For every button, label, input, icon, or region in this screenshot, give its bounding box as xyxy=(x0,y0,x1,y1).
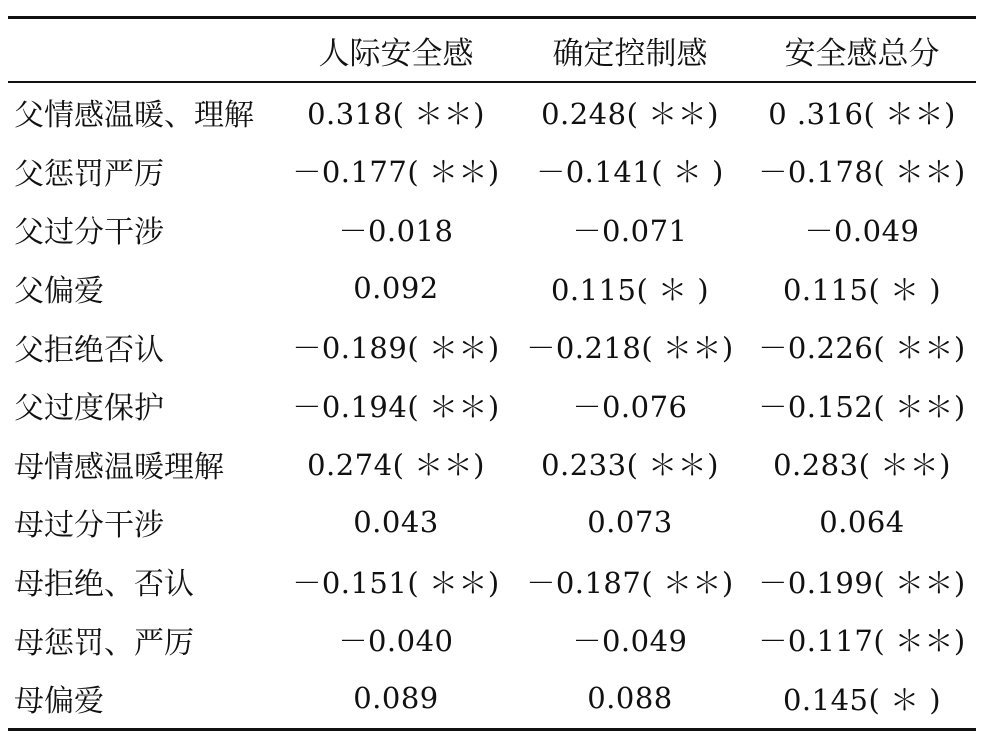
table-cell: －0.117( ＊＊) xyxy=(758,624,966,659)
table-cell: －0.177( ＊＊) xyxy=(292,155,500,190)
row-label: 父过分干涉 xyxy=(14,215,164,251)
table-cell: 0 .316( ＊＊) xyxy=(768,96,956,131)
table-cell: －0.076 xyxy=(572,389,688,424)
table-cell: 0.089 xyxy=(353,681,439,716)
table-cell: 0.043 xyxy=(353,505,439,540)
table-cell: 0.145( ＊ ) xyxy=(782,682,942,717)
row-label: 母情感温暖理解 xyxy=(14,449,224,485)
row-label: 父过度保护 xyxy=(14,391,164,427)
table-cell: －0.226( ＊＊) xyxy=(758,331,966,366)
header-interpersonal-security: 人际安全感 xyxy=(318,35,474,72)
table-cell: －0.040 xyxy=(338,624,454,659)
table-cell: 0.283( ＊＊) xyxy=(773,448,951,483)
table-cell: －0.049 xyxy=(572,624,688,659)
table-row xyxy=(8,669,976,729)
table-cell: 0.274( ＊＊) xyxy=(307,448,485,483)
table-cell: 0.233( ＊＊) xyxy=(541,448,719,483)
table-row xyxy=(8,142,976,201)
table-cell: －0.194( ＊＊) xyxy=(292,389,500,424)
table-cell: －0.151( ＊＊) xyxy=(292,565,500,600)
row-label: 父惩罚严厉 xyxy=(14,156,164,192)
table-row xyxy=(8,493,976,552)
table-cell: 0.115( ＊ ) xyxy=(782,272,942,307)
table-cell: －0.049 xyxy=(804,213,920,248)
header-corner xyxy=(8,18,280,83)
row-label: 父情感温暖、理解 xyxy=(14,98,254,134)
row-label: 父偏爱 xyxy=(14,274,104,310)
table-cell: －0.218( ＊＊) xyxy=(526,331,734,366)
row-label: 母偏爱 xyxy=(14,684,104,720)
table-cell: －0.152( ＊＊) xyxy=(758,389,966,424)
table-cell: 0.318( ＊＊) xyxy=(307,96,485,131)
table-row xyxy=(8,376,976,435)
row-label: 母拒绝、否认 xyxy=(14,567,194,603)
table-cell: 0.088 xyxy=(587,681,673,716)
header-certainty-control: 确定控制感 xyxy=(552,35,708,72)
table-cell: －0.199( ＊＊) xyxy=(758,565,966,600)
table-cell: 0.248( ＊＊) xyxy=(541,96,719,131)
table-cell: －0.071 xyxy=(572,213,688,248)
table-cell: －0.018 xyxy=(338,213,454,248)
correlation-table-container xyxy=(8,16,976,731)
table-row xyxy=(8,259,976,318)
table-row xyxy=(8,317,976,376)
correlation-table xyxy=(8,16,976,731)
table-header-row xyxy=(8,18,976,83)
header-security-total: 安全感总分 xyxy=(784,35,940,72)
row-label: 母过分干涉 xyxy=(14,508,164,544)
table-row xyxy=(8,552,976,611)
table-row xyxy=(8,82,976,142)
table-row xyxy=(8,435,976,494)
table-row xyxy=(8,610,976,669)
table-cell: 0.064 xyxy=(819,505,905,540)
table-cell: 0.092 xyxy=(353,271,439,306)
row-label: 母惩罚、严厉 xyxy=(14,625,194,661)
table-cell: －0.189( ＊＊) xyxy=(292,331,500,366)
table-cell: －0.141( ＊ ) xyxy=(536,155,724,190)
table-cell: －0.187( ＊＊) xyxy=(526,565,734,600)
table-row xyxy=(8,200,976,259)
table-cell: 0.115( ＊ ) xyxy=(550,272,710,307)
row-label: 父拒绝否认 xyxy=(14,332,164,368)
table-cell: －0.178( ＊＊) xyxy=(758,155,966,190)
table-cell: 0.073 xyxy=(587,505,673,540)
